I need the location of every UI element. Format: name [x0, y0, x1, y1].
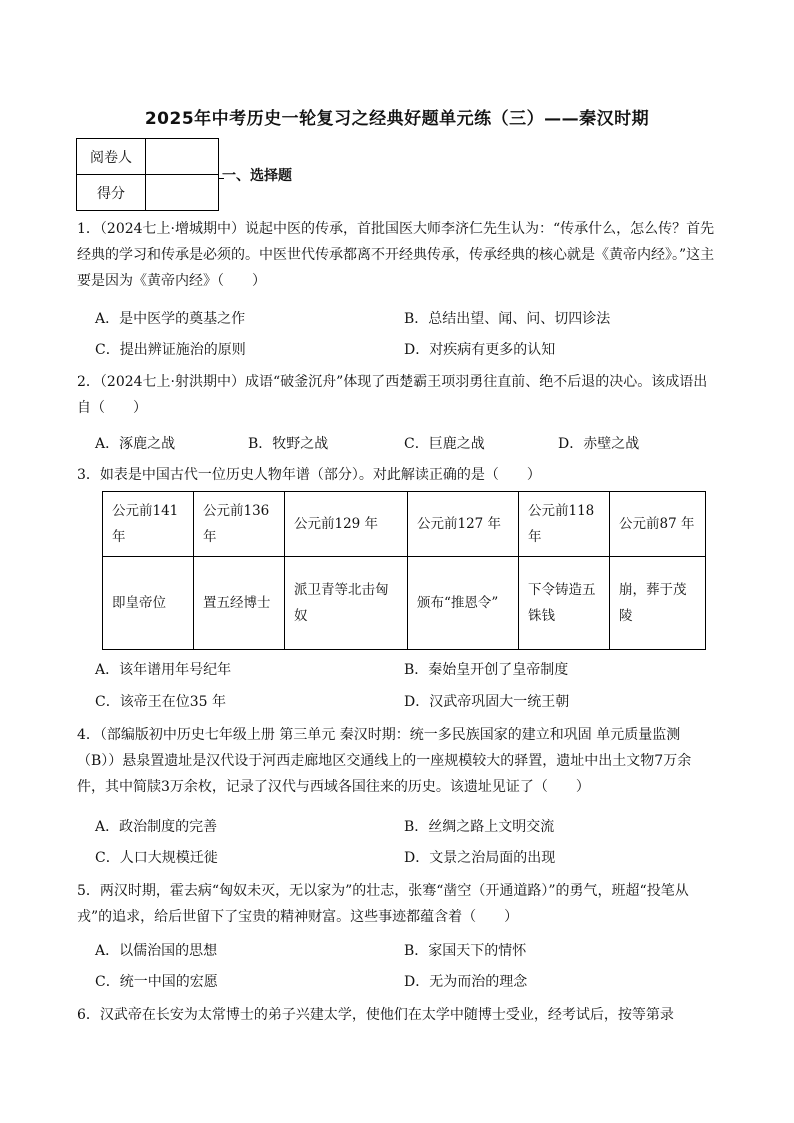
- table-cell: 公元前129 年: [285, 492, 408, 557]
- table-cell: 派卫青等北击匈奴: [285, 557, 408, 650]
- table-cell: 即皇帝位: [103, 557, 194, 650]
- q2-option-a: A．涿鹿之战: [95, 436, 176, 452]
- q4-option-b: B．丝绸之路上文明交流: [404, 819, 555, 835]
- table-cell: 崩，葬于茂陵: [610, 557, 706, 650]
- q5-option-a: A．以儒治国的思想: [95, 943, 218, 959]
- page-title: 2025年中考历史一轮复习之经典好题单元练（三）——秦汉时期: [144, 109, 650, 129]
- table-cell: 下令铸造五铢钱: [519, 557, 610, 650]
- q4-option-c: C．人口大规模迁徙: [95, 850, 218, 866]
- score-label: 得分: [77, 175, 146, 211]
- q3-option-a: A．该年谱用年号纪年: [95, 662, 232, 678]
- q3-option-d: D．汉武帝巩固大一统王朝: [404, 694, 570, 710]
- score-table: [76, 138, 219, 211]
- q4-option-a: A．政治制度的完善: [95, 819, 218, 835]
- q3-option-b: B．秦始皇开创了皇帝制度: [404, 662, 569, 678]
- table-cell: 公元前118年: [519, 492, 610, 557]
- q2-option-c: C．巨鹿之战: [404, 436, 485, 452]
- table-row-years: [103, 492, 706, 557]
- question-4: 4．（部编版初中历史七年级上册 第三单元 秦汉时期：统一多民族国家的建立和巩固 单元质量监测（B））悬泉置遗址是汉代设于河西走廊地区交通线上的一座规模较大的驿置，遗址中出土文物7万余件，其中简牍3万余枚，记录了汉代与西域各国往来的历史。该遗址见证了（ ）: [77, 727, 692, 795]
- q5-option-d: D．无为而治的理念: [404, 974, 528, 990]
- q1-option-d: D．对疾病有更多的认知: [404, 342, 556, 358]
- score-cell: [146, 175, 219, 211]
- question-3: 3．如表是中国古代一位历史人物年谱（部分）。对此解读正确的是（ ）: [77, 467, 541, 483]
- reviewer-label: 阅卷人: [77, 139, 146, 175]
- q1-option-b: B．总结出望、闻、问、切四诊法: [404, 311, 611, 327]
- question-5: 5．两汉时期，霍去病“匈奴未灭，无以家为”的壮志，张骞“凿空（开通道路）”的勇气，班超“投笔从戎”的追求，给后世留下了宝贵的精神财富。这些事迹都蕴含着（ ）: [77, 883, 689, 925]
- q1-option-c: C．提出辨证施治的原则: [95, 342, 246, 358]
- q3-option-c: C．该帝王在位35 年: [95, 694, 226, 710]
- table-cell: 颁布“推恩令”: [408, 557, 519, 650]
- table-cell: 公元前136年: [194, 492, 285, 557]
- q2-option-b: B．牧野之战: [248, 436, 329, 452]
- table-row-events: [103, 557, 706, 650]
- table-cell: 置五经博士: [194, 557, 285, 650]
- q5-option-c: C．统一中国的宏愿: [95, 974, 218, 990]
- question-6: 6．汉武帝在长安为太常博士的弟子兴建太学，使他们在太学中随博士受业，经考试后，按等第录: [77, 1007, 674, 1023]
- q4-option-d: D．文景之治局面的出现: [404, 850, 556, 866]
- section-heading: 一、选择题: [222, 168, 292, 184]
- q1-option-a: A．是中医学的奠基之作: [95, 311, 246, 327]
- table-cell: 公元前141年: [103, 492, 194, 557]
- chronology-table: [102, 491, 706, 650]
- q5-option-b: B．家国天下的情怀: [404, 943, 527, 959]
- question-2: 2．（2024七上·射洪期中）成语“破釜沉舟”体现了西楚霸王项羽勇往直前、绝不后退的决心。该成语出自（ ）: [77, 374, 708, 416]
- q2-option-d: D．赤壁之战: [558, 436, 640, 452]
- question-1: 1．（2024七上·增城期中）说起中医的传承，首批国医大师李济仁先生认为：“传承什么，怎么传？首先经典的学习和传承是必须的。中医世代传承都离不开经典传承，传承经典的核心就是《黄帝内经》。”这主要是因为《黄帝内经》（ ）: [77, 221, 715, 289]
- table-cell: 公元前127 年: [408, 492, 519, 557]
- reviewer-cell: [146, 139, 219, 175]
- table-cell: 公元前87 年: [610, 492, 706, 557]
